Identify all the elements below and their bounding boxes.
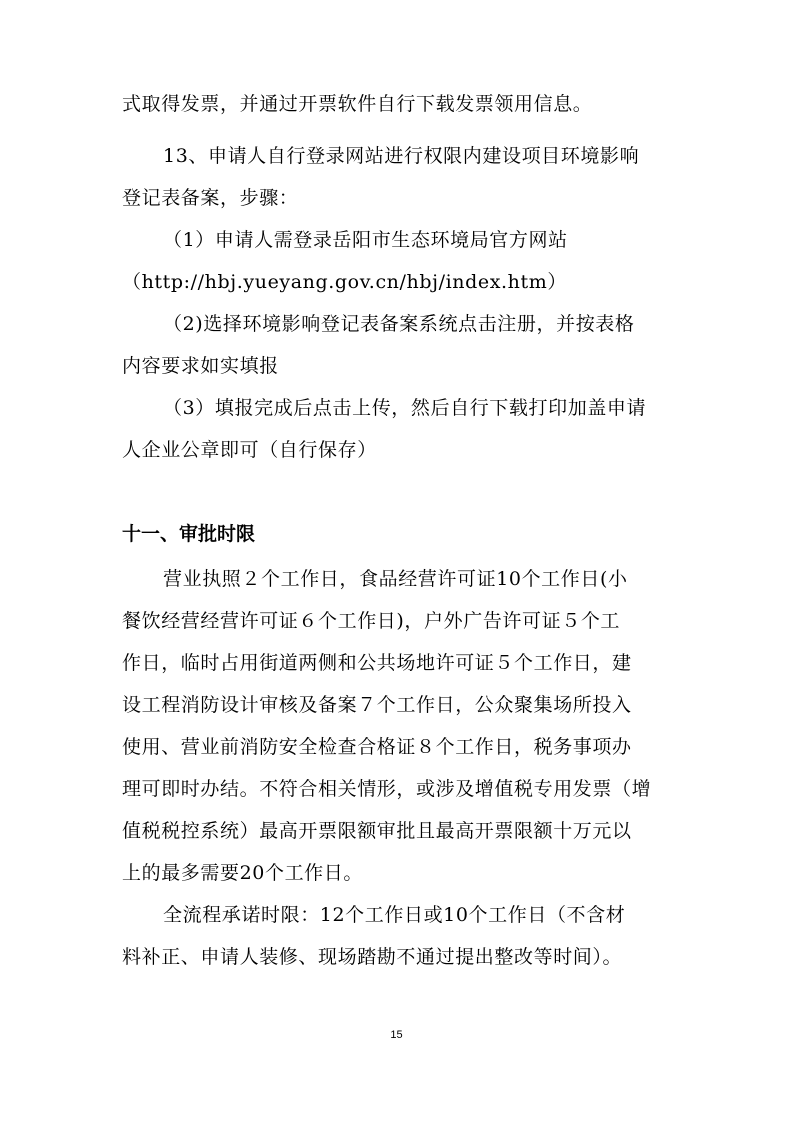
text-line: （1）申请人需登录岳阳市生态环境局官方网站: [163, 229, 568, 251]
text-line: 13、申请人自行登录网站进行权限内建设项目环境影响: [163, 145, 640, 167]
paragraph-line: 理可即时办结。不符合相关情形，或涉及增值税专用发票（增: [122, 778, 652, 800]
paragraph-line: 值税税控系统）最高开票限额审批且最高开票限额十万元以: [122, 820, 632, 842]
paragraph-line: 设工程消防设计审核及备案７个工作日，公众聚集场所投入: [122, 694, 632, 716]
text-line: 式取得发票，并通过开票软件自行下载发票领用信息。: [122, 93, 593, 115]
text-line: 登记表备案，步骤：: [122, 187, 299, 209]
text-line: （3）填报完成后点击上传，然后自行下载打印加盖申请: [163, 397, 647, 419]
paragraph-line: 全流程承诺时限：12个工作日或10个工作日（不含材: [163, 904, 626, 926]
paragraph-line: 营业执照２个工作日，食品经营许可证10个工作日(小: [163, 568, 628, 590]
page-number: 15: [390, 1029, 403, 1041]
paragraph-line: 上的最多需要20个工作日。: [122, 862, 363, 884]
paragraph-line: 料补正、申请人装修、现场踏勘不通过提出整改等时间）。: [122, 946, 623, 968]
text-line: （http://hbj.yueyang.gov.cn/hbj/index.htm）: [122, 271, 567, 293]
paragraph-line: 使用、营业前消防安全检查合格证８个工作日，税务事项办: [122, 736, 632, 758]
section-heading: 十一、审批时限: [122, 523, 256, 545]
paragraph-line: 作日，临时占用街道两侧和公共场地许可证５个工作日，建: [122, 652, 632, 674]
paragraph-line: 餐饮经营经营许可证６个工作日)，户外广告许可证５个工: [122, 610, 621, 632]
text-line: 人企业公章即可（自行保存）: [122, 439, 377, 461]
text-line: （2)选择环境影响登记表备案系统点击注册，并按表格: [163, 313, 635, 335]
text-line: 内容要求如实填报: [122, 355, 279, 377]
